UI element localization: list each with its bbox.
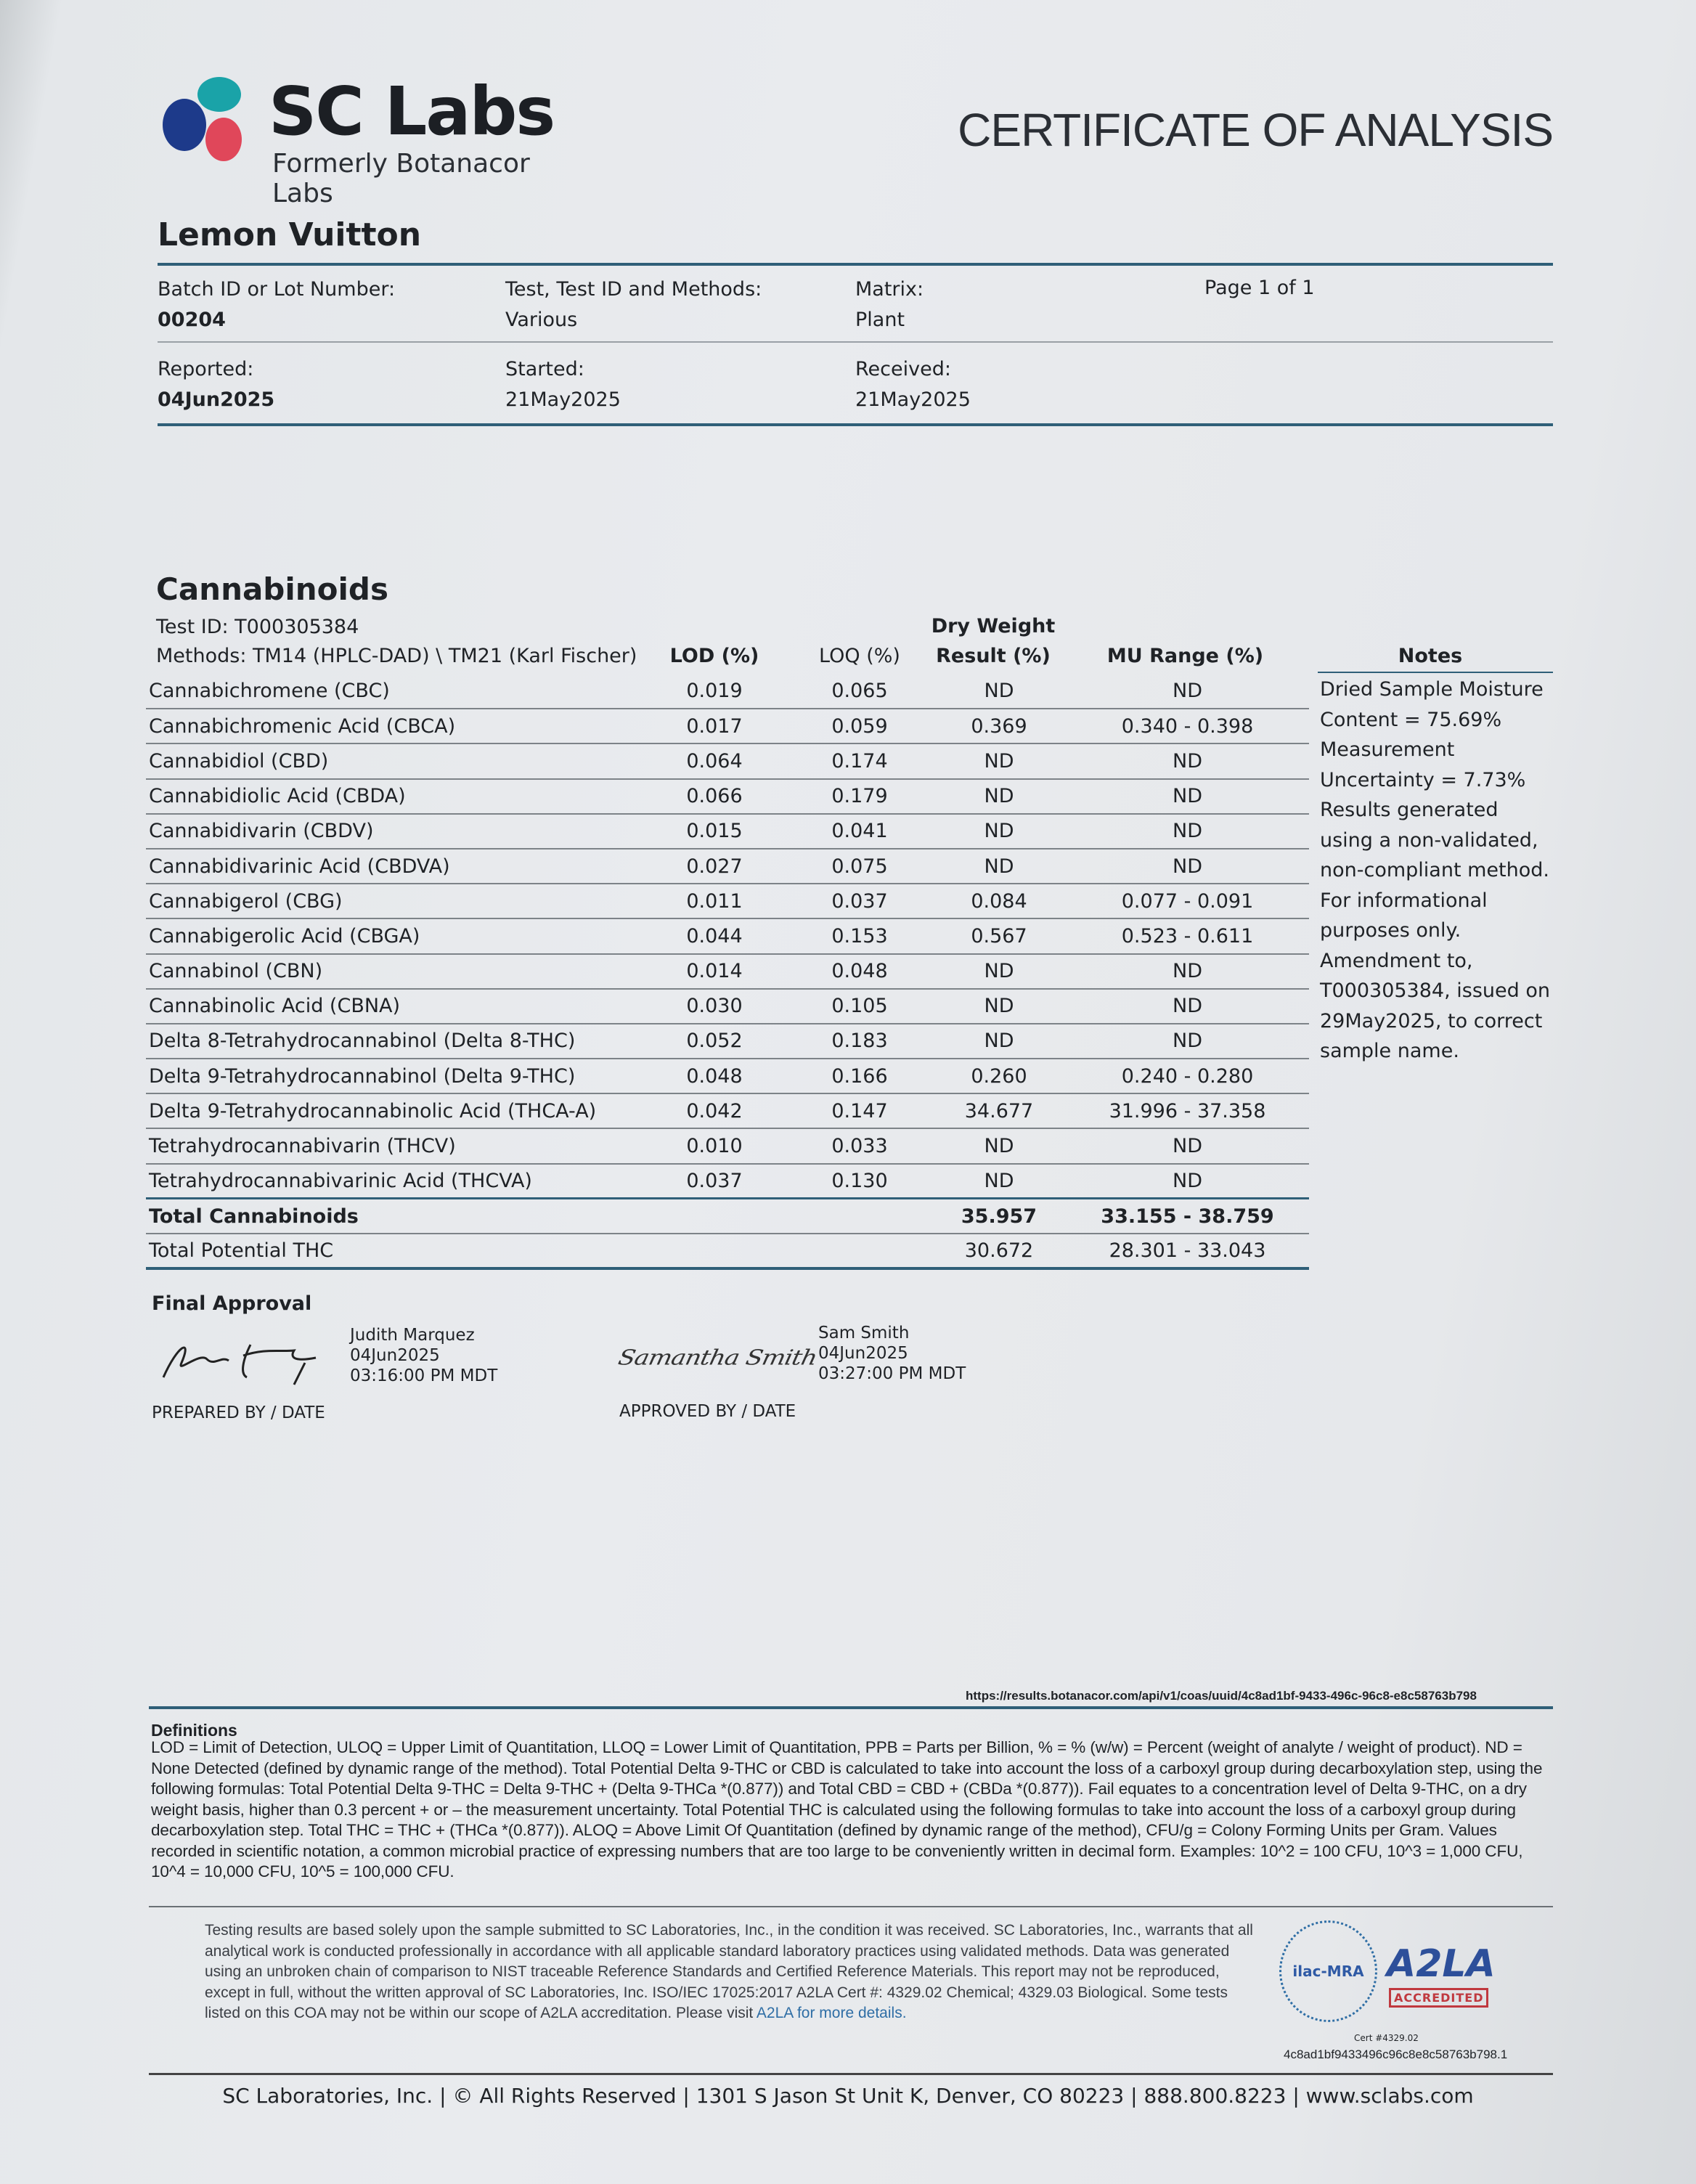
cell-lod: 0.011 [642,884,787,918]
cell-name: Cannabinol (CBN) [146,954,642,989]
table-row [146,1164,1309,1199]
cell-lod [642,1234,787,1268]
cell-result: ND [932,674,1066,709]
disclaimer [205,1920,1265,2024]
approved-name: Sam Smith [818,1324,910,1342]
cannabinoids-table [146,674,1309,1270]
cell-result: ND [932,849,1066,884]
cell-mu: ND [1066,1164,1309,1199]
cell-mu: ND [1066,743,1309,778]
table-row [146,743,1309,778]
brand-subtitle: Formerly Botanacor Labs [272,149,530,208]
cell-lod: 0.010 [642,1128,787,1163]
cell-name: Cannabidivarinic Acid (CBDVA) [146,849,642,884]
cell-name: Cannabidivarin (CBDV) [146,814,642,849]
cell-name: Cannabichromenic Acid (CBCA) [146,709,642,743]
cell-name: Cannabichromene (CBC) [146,674,642,709]
prepared-time: 03:16:00 PM MDT [350,1366,498,1385]
cell-name: Total Cannabinoids [146,1199,642,1234]
cell-mu: 0.523 - 0.611 [1066,918,1309,953]
cell-loq: 0.037 [787,884,932,918]
col-lod: LOD (%) [669,645,759,667]
product-name: Lemon Vuitton [158,216,422,253]
accredited-badge: ACCREDITED [1389,1988,1488,2008]
a2la-logo: A2LA [1387,1942,1496,1986]
cell-lod: 0.042 [642,1093,787,1128]
cell-mu: ND [1066,954,1309,989]
table-row [146,989,1309,1024]
cell-name: Delta 9-Tetrahydrocannabinol (Delta 9-THC) [146,1059,642,1093]
col-loq: LOQ (%) [819,645,900,667]
cell-lod: 0.048 [642,1059,787,1093]
approved-time: 03:27:00 PM MDT [818,1364,966,1383]
cell-lod: 0.015 [642,814,787,849]
cell-loq: 0.048 [787,954,932,989]
cell-mu: 31.996 - 37.358 [1066,1093,1309,1128]
table-row [146,674,1309,709]
cell-loq [787,1234,932,1268]
table-row [146,814,1309,849]
document-title: CERTIFICATE OF ANALYSIS [958,104,1553,156]
disclaimer-text: Testing results are based solely upon the sample submitted to SC Laboratories, Inc., in the condition it was received. SC Laboratories, Inc., warrants that all analytical work is conducted professionally in accordance with all applicable standard laboratory practices using validated methods. Data was generated using an unbroken chain of comparison to NIST traceable Reference Standards and Certified Reference Materials. This report may not be reproduced, except in full, without the written approval of SC Laboratories, Inc. ISO/IEC 17025:2017 A2LA Cert #: 4329.02 Chemical; 4329.03 Biological. Some tests listed on this COA may not be within our scope of A2LA accreditation. Please visit [205,1922,1253,2021]
cell-mu: 33.155 - 38.759 [1066,1199,1309,1234]
cell-loq: 0.130 [787,1164,932,1199]
cell-name: Delta 9-Tetrahydrocannabinolic Acid (THCA-A) [146,1093,642,1128]
cell-name: Delta 8-Tetrahydrocannabinol (Delta 8-THC) [146,1024,642,1059]
approved-label: APPROVED BY / DATE [619,1402,796,1421]
divider [149,1706,1553,1709]
cell-mu: ND [1066,779,1309,814]
cell-lod: 0.014 [642,954,787,989]
received-label: Received: [855,358,951,380]
cell-mu: ND [1066,814,1309,849]
cell-loq [787,1199,932,1234]
cell-mu: ND [1066,1024,1309,1059]
prepared-date: 04Jun2025 [350,1346,440,1365]
cell-result: 0.084 [932,884,1066,918]
page-number: Page 1 of 1 [1204,277,1315,299]
table-row [146,1093,1309,1128]
logo-mark-icon [160,73,254,167]
cert-number: Cert #4329.02 [1354,2033,1419,2043]
cell-result: 0.260 [932,1059,1066,1093]
cell-mu: ND [1066,989,1309,1024]
table-row [146,1128,1309,1163]
reported-value: 04Jun2025 [158,388,275,411]
cell-name: Total Potential THC [146,1234,642,1268]
cell-result: 34.677 [932,1093,1066,1128]
cell-result: 0.369 [932,709,1066,743]
divider [1318,672,1553,673]
a2la-link[interactable]: A2LA for more details. [756,2005,907,2021]
ilac-mra-logo: ilac-MRA [1279,1920,1377,2022]
divider [158,263,1553,266]
cell-lod [642,1199,787,1234]
col-result: Result (%) [936,645,1051,667]
cell-name: Cannabidiolic Acid (CBDA) [146,779,642,814]
cell-loq: 0.033 [787,1128,932,1163]
test-id: Test ID: T000305384 [156,616,359,638]
cell-result: 0.567 [932,918,1066,953]
cell-loq: 0.174 [787,743,932,778]
cell-name: Tetrahydrocannabivarinic Acid (THCVA) [146,1164,642,1199]
cell-loq: 0.075 [787,849,932,884]
test-label: Test, Test ID and Methods: [505,278,762,301]
batch-value: 00204 [158,309,226,331]
coa-hash: 4c8ad1bf9433496c96c8e8c58763b798.1 [1284,2048,1508,2061]
cell-result: ND [932,954,1066,989]
cell-result: ND [932,1164,1066,1199]
definitions-title: Definitions [151,1721,237,1740]
cell-lod: 0.017 [642,709,787,743]
footer: SC Laboratories, Inc. | © All Rights Reserved | 1301 S Jason St Unit K, Denver, CO 80223 | 888.800.8223 | www.sclabs.com [222,2084,1474,2108]
started-label: Started: [505,358,584,380]
col-notes: Notes [1398,645,1463,667]
cell-result: 35.957 [932,1199,1066,1234]
divider [158,341,1553,343]
prepared-name: Judith Marquez [350,1326,475,1345]
approved-date: 04Jun2025 [818,1344,908,1363]
batch-label: Batch ID or Lot Number: [158,278,396,301]
definitions-text: LOD = Limit of Detection, ULOQ = Upper Limit of Quantitation, LLOQ = Lower Limit of Quantitation, PPB = Parts per Billion, % = % (w/w) = Percent (weight of analyte / weight of product). ND = None Detected (defined by dynamic range of the method). Total Potential Delta 9-THC or CBD is calculated to take into account the loss of a carboxyl group during decarboxylation step, using the following formulas: Total Potential Delta 9-THC = Delta 9-THC + (Delta 9-THCa *(0.877)) and Total CBD = CBD + (CBDa *(0.877)). Fail equates to a concentration level of Delta 9-THC, on a dry weight basis, higher than 0.3 percent + or – the measurement uncertainty. Total Potential THC is calculated using the following formulas to take into account the loss of a carboxyl group during decarboxylation step. Total THC = THC + (THCa *(0.877)). ALOQ = Above Limit Of Quantitation (defined by dynamic range of the method), CFU/g = Colony Forming Units per Gram. Values recorded in scientific notation, a common microbial practice of expressing numbers that are too large to be conveniently written in decimal form. Examples: 10^2 = 100 CFU, 10^3 = 1,000 CFU, 10^4 = 10,000 CFU, 10^5 = 100,000 CFU. [151,1738,1543,1881]
cell-name: Cannabinolic Acid (CBNA) [146,989,642,1024]
sc-labs-logo [160,73,595,208]
test-value: Various [505,309,578,331]
cell-loq: 0.166 [787,1059,932,1093]
cell-loq: 0.059 [787,709,932,743]
section-title: Cannabinoids [156,571,388,607]
table-row [146,954,1309,989]
cell-mu: 28.301 - 33.043 [1066,1234,1309,1268]
cell-lod: 0.044 [642,918,787,953]
table-row [146,849,1309,884]
cell-loq: 0.041 [787,814,932,849]
cell-mu: ND [1066,1128,1309,1163]
col-mu-range: MU Range (%) [1106,645,1264,667]
cell-lod: 0.064 [642,743,787,778]
cell-result: ND [932,1024,1066,1059]
table-row [146,1059,1309,1093]
cell-mu: ND [1066,674,1309,709]
prepared-info [350,1325,497,1386]
methods: Methods: TM14 (HPLC-DAD) \ TM21 (Karl Fischer) [156,645,637,667]
col-dry-weight: Dry Weight [931,615,1056,637]
cell-name: Cannabidiol (CBD) [146,743,642,778]
cell-result: ND [932,989,1066,1024]
prepared-signature [149,1330,338,1388]
cell-lod: 0.037 [642,1164,787,1199]
cell-lod: 0.019 [642,674,787,709]
cell-lod: 0.027 [642,849,787,884]
cell-loq: 0.153 [787,918,932,953]
cell-result: ND [932,743,1066,778]
cell-mu: 0.077 - 0.091 [1066,884,1309,918]
cell-mu: 0.340 - 0.398 [1066,709,1309,743]
final-approval-title: Final Approval [152,1292,312,1315]
cell-name: Cannabigerolic Acid (CBGA) [146,918,642,953]
table-row [146,918,1309,953]
cell-lod: 0.030 [642,989,787,1024]
approved-signature: Samantha Smith [616,1345,820,1370]
table-row [146,709,1309,743]
cell-name: Cannabigerol (CBG) [146,884,642,918]
cell-lod: 0.066 [642,779,787,814]
cell-name: Tetrahydrocannabivarin (THCV) [146,1128,642,1163]
total-row [146,1199,1309,1234]
divider [149,1906,1553,1907]
cell-mu: 0.240 - 0.280 [1066,1059,1309,1093]
cell-lod: 0.052 [642,1024,787,1059]
cell-loq: 0.183 [787,1024,932,1059]
table-row [146,779,1309,814]
matrix-label: Matrix: [855,278,924,301]
notes-text: Dried Sample Moisture Content = 75.69% Measurement Uncertainty = 7.73% Results generated using a non-validated, non-compliant method. For informational purposes only. Amendment to, T000305384, issued on 29May2025, to correct sample name. [1320,678,1550,1062]
cell-loq: 0.105 [787,989,932,1024]
cell-loq: 0.179 [787,779,932,814]
approved-info [818,1323,966,1384]
cell-loq: 0.065 [787,674,932,709]
started-value: 21May2025 [505,388,621,411]
table-row [146,1024,1309,1059]
cell-loq: 0.147 [787,1093,932,1128]
prepared-label: PREPARED BY / DATE [152,1403,325,1422]
results-url[interactable]: https://results.botanacor.com/api/v1/coas/uuid/4c8ad1bf-9433-496c-96c8-e8c58763b798 [966,1689,1477,1703]
table-row [146,884,1309,918]
cell-result: ND [932,814,1066,849]
matrix-value: Plant [855,309,905,331]
divider [158,423,1553,426]
cell-result: 30.672 [932,1234,1066,1268]
reported-label: Reported: [158,358,254,380]
cell-mu: ND [1066,849,1309,884]
cell-result: ND [932,1128,1066,1163]
brand-name: SC Labs [269,73,555,150]
total-thc-row [146,1234,1309,1268]
cell-result: ND [932,779,1066,814]
received-value: 21May2025 [855,388,971,411]
divider [149,2073,1553,2075]
